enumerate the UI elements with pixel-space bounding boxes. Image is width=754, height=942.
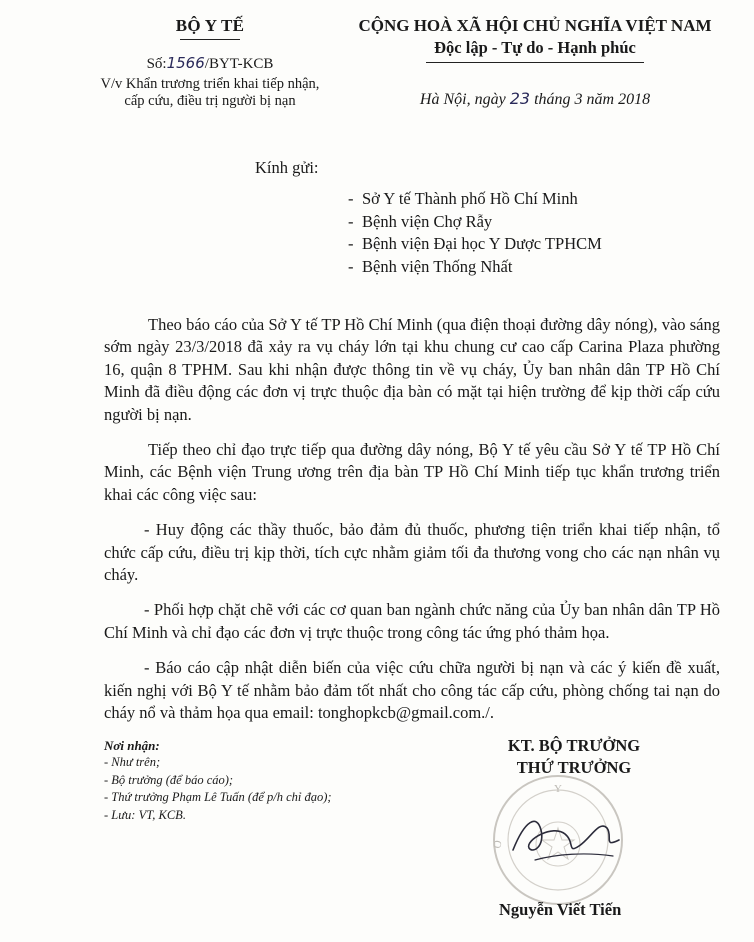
paragraph-directive: Tiếp theo chỉ đạo trực tiếp qua đường dây nóng, Bộ Y tế yêu cầu Sở Y tế TP Hồ Chí Minh, các Bệnh viện Trung ương trên địa bàn TP Hồ Chí Minh tiếp tục khẩn trương triển khai các công việc sau: <box>104 440 720 504</box>
receiver-item: - Như trên; <box>104 755 161 770</box>
document-number <box>60 54 360 73</box>
date-line <box>330 89 740 109</box>
motto: Độc lập - Tự do - Hạnh phúc <box>434 38 636 57</box>
issuer-block <box>60 16 360 110</box>
svg-text:O: O <box>491 839 505 850</box>
nation-title: CỘNG HOÀ XÃ HỘI CHỦ NGHĨA VIỆT NAM <box>358 16 712 35</box>
national-header <box>330 16 740 109</box>
doc-no-prefix: Số: <box>146 56 167 72</box>
signer-subtitle: THỨ TRƯỞNG <box>516 758 632 777</box>
recipient-list <box>348 188 602 278</box>
recipient-item: - Bệnh viện Chợ Rẫy <box>348 211 493 231</box>
ministry-name: BỘ Y TẾ <box>175 16 245 35</box>
signer-name: Nguyễn Viết Tiến <box>499 900 622 919</box>
recipient-item: - Bệnh viện Đại học Y Dược TPHCM <box>348 234 602 253</box>
recipient-label: Bệnh viện Thống Nhất <box>362 256 513 276</box>
date-prefix: Hà Nội, ngày <box>419 91 510 108</box>
handwritten-signature <box>495 790 635 880</box>
paragraph-report: Theo báo cáo của Sở Y tế TP Hồ Chí Minh (qua điện thoại đường dây nóng), vào sáng sớm ngày 23/3/2018 đã xảy ra vụ cháy lớn tại khu chung cư cao cấp Carina Plaza phường 16, quận 8 TPHM. Sau khi nhận được thông tin về vụ cháy, Ủy ban nhân dân TP Hồ Chí Minh đã điều động các đơn vị trực thuộc địa bàn có mặt tại hiện trường để kịp thời cấp cứu người bị nạn. <box>104 315 720 424</box>
recipient-item: - Bệnh viện Thống Nhất <box>348 256 513 276</box>
receiver-item: - Bộ trưởng (để báo cáo); <box>104 772 234 787</box>
subject-line-1: V/v Khẩn trương triển khai tiếp nhận, <box>100 76 320 92</box>
subject-line-2: cấp cứu, điều trị người bị nạn <box>124 93 296 109</box>
receivers-title: Nơi nhận: <box>104 738 160 753</box>
recipient-label: Sở Y tế Thành phố Hồ Chí Minh <box>362 189 578 208</box>
doc-no-handwritten: 1566 <box>166 54 205 72</box>
date-day-handwritten: 23 <box>509 89 531 108</box>
doc-no-suffix: /BYT-KCB <box>204 56 274 72</box>
task-item-mobilize: - Huy động các thầy thuốc, bảo đảm đủ thuốc, phương tiện triển khai tiếp nhận, tổ chức cấp cứu, điều trị kịp thời, tích cực nhằm giảm tối đa thương vong cho các nạn nhân vụ cháy. <box>104 520 720 585</box>
ministry-underline <box>180 39 240 40</box>
greeting: Kính gửi: <box>255 158 319 177</box>
task-item-coordinate: - Phối hợp chặt chẽ với các cơ quan ban ngành chức năng của Ủy ban nhân dân TP Hồ Chí Minh và chỉ đạo các đơn vị trực thuộc trong công tác ứng phó thảm họa. <box>104 600 720 642</box>
signer-position: KT. BỘ TRƯỞNG <box>507 736 641 755</box>
receiver-item: - Thứ trưởng Phạm Lê Tuấn (để p/h chỉ đạo); <box>104 790 332 805</box>
signature-block <box>474 736 674 778</box>
letter-body <box>104 314 720 738</box>
receivers-block <box>104 737 332 824</box>
task-item-report: - Báo cáo cập nhật diễn biến của việc cứu chữa người bị nạn và các ý kiến đề xuất, kiến nghị với Bộ Y tế nhằm bảo đảm tốt nhất cho công tác cấp cứu, phòng chống tai nạn do cháy nổ và thảm họa qua email: tonghopkcb@gmail.com./. <box>104 658 720 723</box>
motto-underline <box>426 62 644 63</box>
receiver-item: - Lưu: VT, KCB. <box>104 807 186 822</box>
recipient-label: Bệnh viện Chợ Rẫy <box>362 211 493 231</box>
seal-letter: Y <box>554 783 562 795</box>
recipient-label: Bệnh viện Đại học Y Dược TPHCM <box>362 234 602 253</box>
date-suffix: tháng 3 năm 2018 <box>530 91 651 108</box>
recipient-item: - Sở Y tế Thành phố Hồ Chí Minh <box>348 189 578 208</box>
